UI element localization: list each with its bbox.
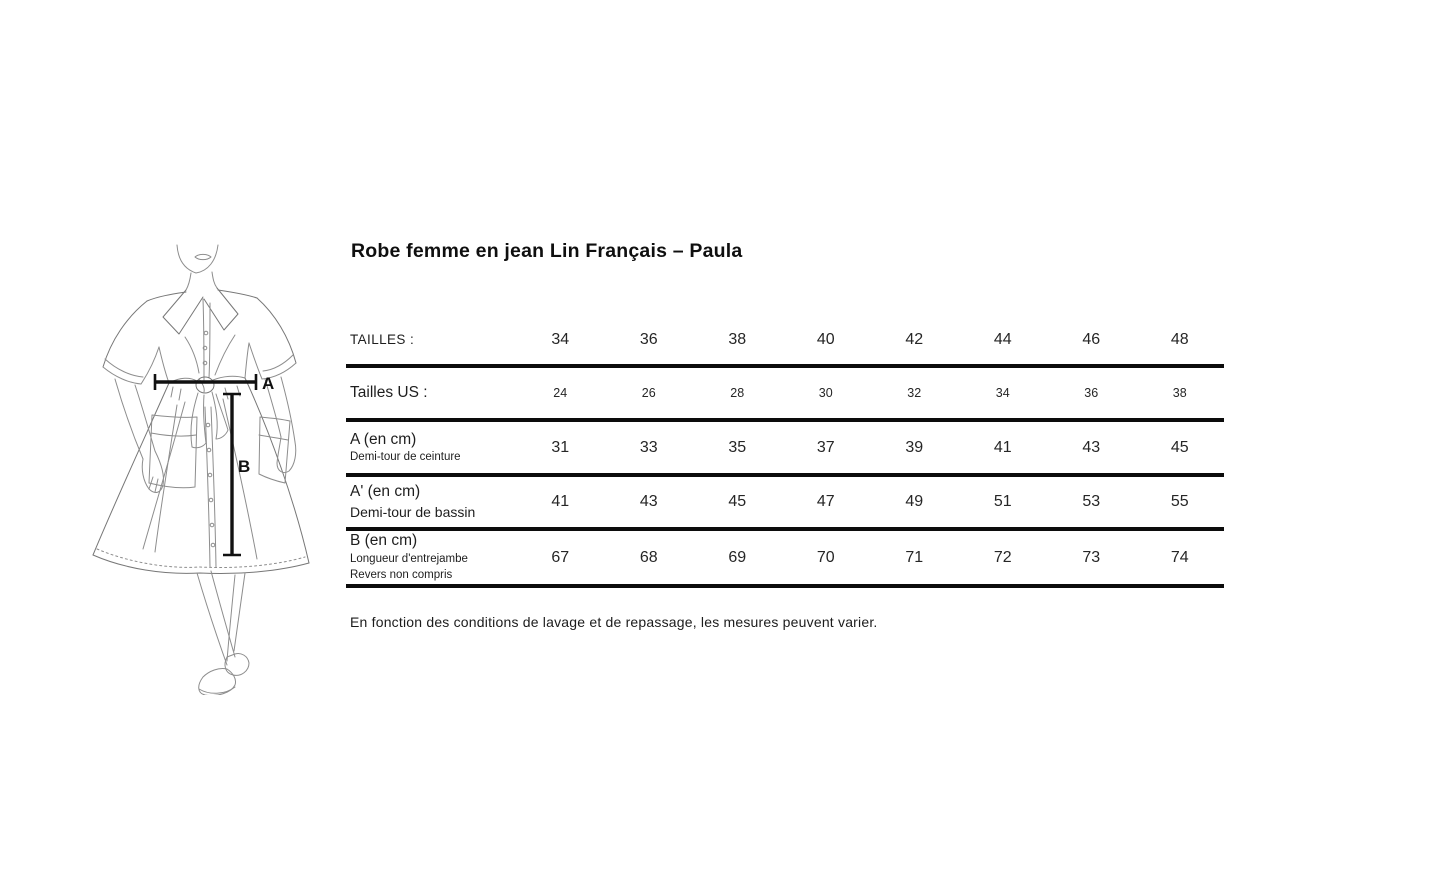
measurement-value: 55 xyxy=(1170,493,1189,510)
size-column-header: 48 xyxy=(1170,330,1189,348)
measurement-value: 51 xyxy=(993,493,1012,510)
row-label: B (en cm) xyxy=(350,532,418,550)
measurement-value: 30 xyxy=(818,386,833,400)
measurement-value: 35 xyxy=(728,438,747,456)
dress-illustration-svg xyxy=(85,237,315,695)
hip-measure-row xyxy=(346,477,1224,531)
measurement-value: 68 xyxy=(639,548,658,566)
sizes-header-label: TAILLES : xyxy=(350,332,415,347)
measurement-value: 47 xyxy=(816,493,835,510)
measurement-value: 33 xyxy=(639,438,658,456)
measurement-a xyxy=(155,374,274,393)
waist-measure-row xyxy=(346,422,1224,477)
row-label-cell xyxy=(346,482,516,521)
model-head xyxy=(177,245,218,290)
measurement-value: 72 xyxy=(993,548,1012,566)
row-label: Tailles US : xyxy=(350,384,428,402)
row-label-cell xyxy=(346,383,516,402)
measurement-value: 41 xyxy=(551,493,570,510)
dress-sleeves xyxy=(103,290,296,384)
measurement-value: 31 xyxy=(551,438,570,456)
measurement-value: 45 xyxy=(728,493,747,510)
size-column-header: 46 xyxy=(1082,330,1101,348)
measurement-b-label: B xyxy=(238,457,251,476)
measurement-value: 34 xyxy=(995,386,1010,400)
measurement-value: 70 xyxy=(816,548,835,566)
size-column-header: 36 xyxy=(639,330,658,348)
length-measure-row xyxy=(346,531,1224,588)
size-table xyxy=(346,315,1224,588)
row-sublabel: Demi-tour de ceinture xyxy=(350,450,461,463)
measurement-value: 43 xyxy=(639,493,658,510)
row-sublabel: Longueur d'entrejambe xyxy=(350,552,468,565)
size-column-header: 38 xyxy=(728,330,747,348)
measurement-value: 28 xyxy=(730,386,745,400)
row-label: A' (en cm) xyxy=(350,483,421,501)
page-title: Robe femme en jean Lin Français – Paula xyxy=(351,240,743,262)
measurement-value: 53 xyxy=(1082,493,1101,510)
measurement-value: 71 xyxy=(905,548,924,566)
measurement-value: 67 xyxy=(551,548,570,566)
dress-collar xyxy=(163,288,238,380)
measurement-value: 32 xyxy=(907,386,922,400)
measurement-value: 73 xyxy=(1082,548,1101,566)
measurement-value: 26 xyxy=(641,386,656,400)
measurement-a-label: A xyxy=(262,374,275,393)
row-sublabel: Revers non compris xyxy=(350,569,453,582)
measurement-value: 41 xyxy=(993,438,1012,456)
measurement-value: 39 xyxy=(905,438,924,456)
measurement-value: 74 xyxy=(1170,548,1189,566)
size-column-header: 42 xyxy=(905,330,924,348)
size-column-header: 40 xyxy=(816,330,835,348)
dress-skirt xyxy=(93,378,309,574)
size-column-header: 34 xyxy=(551,330,570,348)
measurement-value: 37 xyxy=(816,438,835,456)
measurement-value: 43 xyxy=(1082,438,1101,456)
measurement-value: 45 xyxy=(1170,438,1189,456)
model-legs xyxy=(197,571,249,695)
measurement-value: 49 xyxy=(905,493,924,510)
size-table-header-row xyxy=(346,315,1224,368)
care-note: En fonction des conditions de lavage et de repassage, les mesures peuvent varier. xyxy=(350,614,878,630)
dress-illustration xyxy=(85,237,315,695)
measurement-value: 24 xyxy=(553,386,568,400)
us-sizes-row xyxy=(346,368,1224,422)
row-label: A (en cm) xyxy=(350,430,417,448)
measurement-value: 36 xyxy=(1084,386,1099,400)
measurement-value: 69 xyxy=(728,548,747,566)
size-column-header: 44 xyxy=(993,330,1012,348)
row-label-cell xyxy=(346,531,516,583)
measurement-value: 38 xyxy=(1172,386,1187,400)
row-sublabel: Demi-tour de bassin xyxy=(350,503,476,520)
row-label-cell xyxy=(346,430,516,466)
